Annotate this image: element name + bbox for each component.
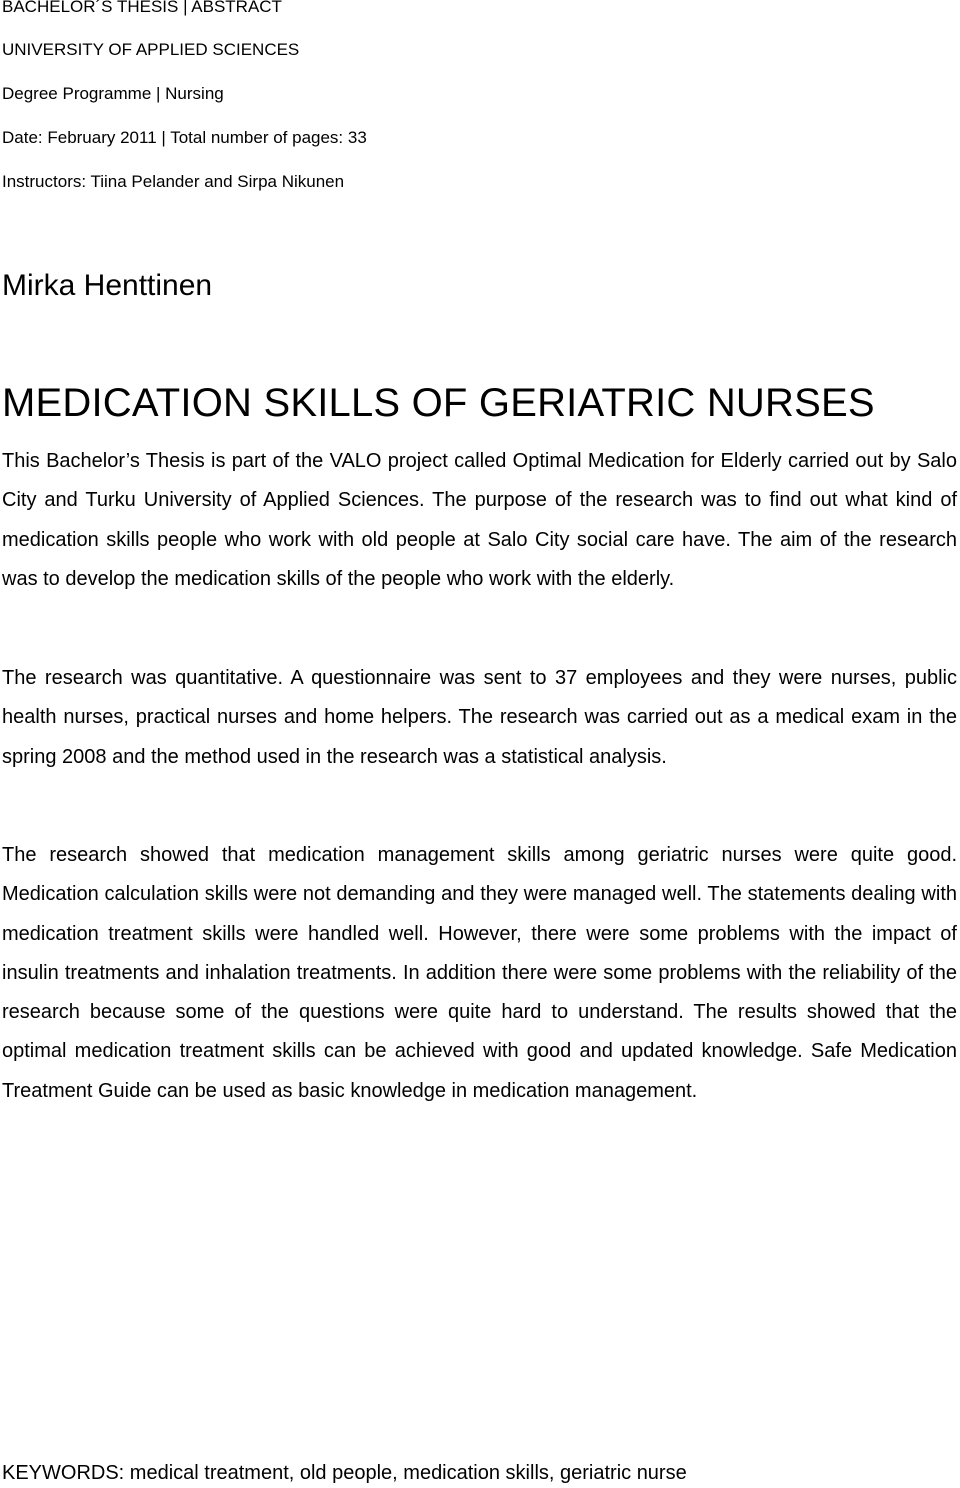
abstract-paragraph-2: The research was quantitative. A questionnaire was sent to 37 employees and they were nurses, public health nurses, practical nurses and home helpers. The research was carried out as a medical exam in the spring 2008 and the method used in the research was a statistical analysis.	[2, 667, 957, 768]
author-name: Mirka Henttinen	[2, 269, 213, 302]
thesis-title: MEDICATION SKILLS OF GERIATRIC NURSES	[2, 381, 875, 425]
keywords-line: KEYWORDS: medical treatment, old people, medication skills, geriatric nurse	[2, 1462, 687, 1484]
abstract-paragraph-1: This Bachelor’s Thesis is part of the VALO project called Optimal Medication for Elderly carried out by Salo City and Turku University of Applied Sciences. The purpose of the research was to find out what kind of medication skills people who work with old people at Salo City social care have. The aim of the research was to develop the medication skills of the people who work with the elderly.	[2, 450, 957, 590]
instructors-line: Instructors: Tiina Pelander and Sirpa Nikunen	[2, 172, 345, 191]
university-line: UNIVERSITY OF APPLIED SCIENCES	[2, 40, 300, 59]
degree-programme-line: Degree Programme | Nursing	[2, 84, 224, 103]
abstract-paragraph-3: The research showed that medication management skills among geriatric nurses were quite good. Medication calculation skills were not demanding and they were managed well. The statements dealing with medication treatment skills were handled well. However, there were some problems with the impact of insulin treatments and inhalation treatments. In addition there were some problems with the reliability of the research because some of the questions were quite hard to understand. The results showed that the optimal medication treatment skills can be achieved with good and updated knowledge. Safe Medication Treatment Guide can be used as basic knowledge in medication management.	[2, 844, 957, 1102]
date-pages-line: Date: February 2011 | Total number of pages: 33	[2, 128, 367, 147]
document-type-line: BACHELOR´S THESIS | ABSTRACT	[2, 0, 282, 16]
